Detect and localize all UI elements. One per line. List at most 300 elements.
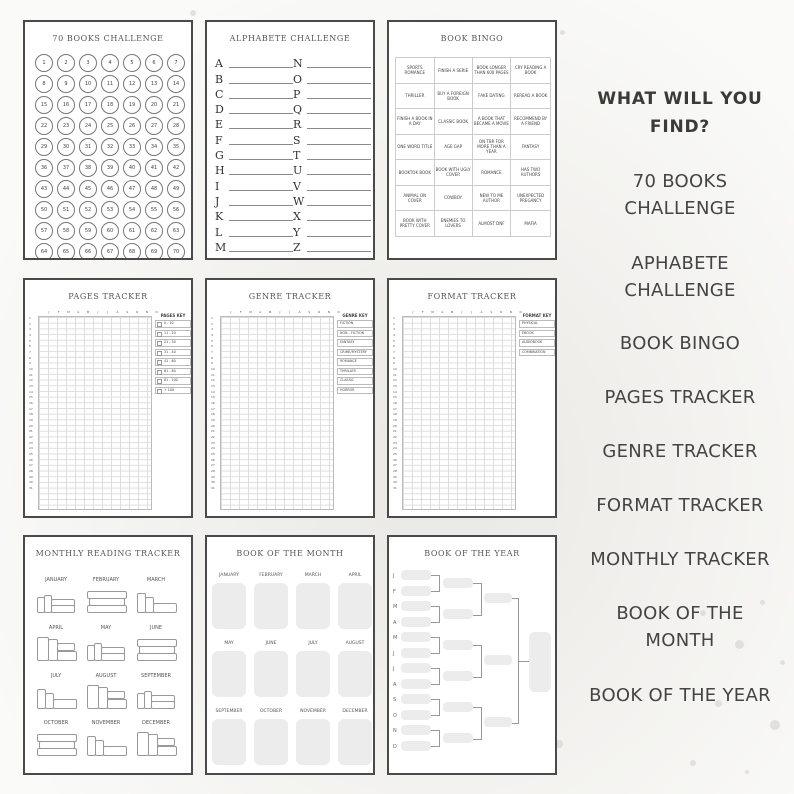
day-number: 21: [393, 429, 397, 434]
day-number: 14: [29, 389, 33, 394]
month-label: MARCH: [304, 573, 322, 578]
bingo-cell: THRILLER: [396, 83, 435, 109]
book-circle: 68: [123, 243, 141, 260]
alphabet-row: [215, 238, 293, 253]
book-circle: 60: [101, 222, 119, 240]
book-circle: 35: [167, 138, 185, 156]
bingo-row: [396, 83, 551, 109]
bingo-row: [396, 58, 551, 84]
bingo-row: [396, 211, 551, 237]
bracket-line: [473, 645, 482, 678]
bracket-slot: [443, 702, 473, 712]
month-label: OCTOBER: [259, 709, 283, 714]
day-number: 18: [29, 412, 33, 417]
alphabet-row: [293, 115, 371, 130]
book-box: [338, 583, 372, 629]
card-title: GENRE TRACKER: [248, 292, 332, 301]
bingo-cell: ENEMIES TO LOVERS: [434, 211, 472, 237]
book-circle: 2: [57, 54, 75, 72]
month-label: MAY: [100, 625, 112, 631]
key-item: CLASSIC: [337, 377, 373, 385]
tracker-grid: [220, 316, 334, 510]
alphabet-letter: K: [215, 210, 224, 224]
write-line: [229, 251, 293, 252]
month-letter: A: [393, 681, 397, 688]
side-feature-line: BOOK OF THE: [616, 603, 744, 624]
alphabet-letter: Y: [293, 225, 301, 239]
key-item: 31 - 40: [155, 349, 191, 357]
month-header: O: [317, 310, 321, 314]
month-header: A: [259, 310, 262, 314]
key-item: FANTASY: [337, 339, 373, 347]
bracket-slot: [401, 570, 431, 580]
alphabet-row: [215, 85, 293, 100]
pages-key: [155, 313, 191, 396]
bracket-slot: [401, 632, 431, 642]
alphabet-left-column: [215, 54, 293, 253]
book-circle: 29: [35, 138, 53, 156]
write-line: [307, 83, 371, 84]
alphabet-row: [293, 238, 371, 253]
book-circle: 34: [145, 138, 163, 156]
book-circle: 52: [79, 201, 97, 219]
book-circle: 53: [101, 201, 119, 219]
bingo-cell: ANIMAL ON COVER: [396, 185, 435, 211]
day-number: 20: [393, 423, 397, 428]
book-circle: 69: [145, 243, 163, 260]
book-shelf-icon: [137, 683, 175, 709]
side-feature-line: FORMAT TRACKER: [596, 495, 764, 516]
bingo-cell: MAFIA: [511, 211, 551, 237]
day-number: 31: [393, 486, 397, 491]
bingo-cell: ALMOST DNF: [472, 211, 511, 237]
side-heading-line: WHAT WILL YOU: [597, 89, 763, 109]
bingo-cell: BOOK LONGER THAN 600 PAGES: [472, 58, 511, 84]
book-box: [254, 719, 288, 765]
alphabet-row: [293, 222, 371, 237]
bingo-cell: HAS TWO AUTHORS: [511, 160, 551, 186]
month-header: S: [126, 310, 129, 314]
month-header: M: [249, 310, 252, 314]
book-circle: 56: [167, 201, 185, 219]
month-header: A: [77, 310, 80, 314]
day-number: 1: [211, 316, 213, 320]
book-circle: 18: [101, 96, 119, 114]
month-label: JULY: [50, 673, 62, 679]
day-number: 2: [211, 321, 213, 326]
side-feature-item: [580, 250, 780, 304]
book-circle: 51: [57, 201, 75, 219]
alphabet-row: [293, 69, 371, 84]
month-header: J: [279, 310, 281, 314]
book-circle: 27: [145, 117, 163, 135]
day-number: 12: [393, 378, 397, 383]
card-title: 70 BOOKS CHALLENGE: [52, 34, 164, 43]
bingo-cell: BOOK WITH UGLY COVER: [434, 160, 472, 186]
book-circle: 8: [35, 75, 53, 93]
write-line: [307, 205, 371, 206]
day-number: 10: [211, 367, 215, 372]
side-feature-line: MONTHLY TRACKER: [590, 549, 770, 570]
write-line: [229, 113, 293, 114]
write-line: [307, 113, 371, 114]
side-feature-line: APHABETE: [631, 253, 729, 274]
bingo-cell: A BOOK THAT BECAME A MOVIE: [472, 109, 511, 135]
book-box: [296, 719, 330, 765]
month-header: J: [412, 310, 414, 314]
day-number: 8: [29, 355, 31, 360]
day-number: 2: [29, 321, 31, 326]
book-circle: 25: [101, 117, 119, 135]
day-number: 27: [211, 463, 215, 468]
month-letter: M: [393, 635, 398, 641]
book-circle: 39: [101, 159, 119, 177]
alphabet-letter: E: [215, 118, 224, 132]
bingo-cell: CRY READING A BOOK: [511, 58, 551, 84]
book-circle: 46: [101, 180, 119, 198]
day-number: 26: [211, 457, 215, 462]
write-line: [229, 220, 293, 221]
key-item: ROMANCE: [337, 358, 373, 366]
alphabet-letter: J: [215, 194, 220, 208]
book-shelf-icon: [87, 730, 125, 756]
month-label: JANUARY: [219, 573, 239, 578]
day-numbers: [393, 316, 401, 492]
day-number: 25: [393, 452, 397, 457]
card-70-books-challenge: [23, 20, 193, 260]
month-header: O: [135, 310, 139, 314]
book-circle: 11: [101, 75, 119, 93]
bracket-slot: [401, 741, 431, 751]
card-book-of-the-month: [205, 535, 375, 775]
day-number: 11: [29, 372, 33, 377]
bracket-slot: [443, 640, 473, 650]
day-number: 19: [393, 418, 397, 423]
month-label: OCTOBER: [43, 720, 69, 726]
book-circle: 38: [79, 159, 97, 177]
month-letter: J: [393, 573, 395, 579]
day-number: 7: [29, 350, 31, 355]
book-shape: [87, 605, 127, 613]
bracket-slot: [401, 648, 431, 658]
month-header: F: [421, 310, 424, 314]
alphabet-row: [215, 69, 293, 84]
day-number: 21: [29, 429, 33, 434]
book-circle: 61: [123, 222, 141, 240]
genre-key: [337, 313, 373, 396]
bracket-line: [431, 606, 440, 623]
book-box: [338, 651, 372, 697]
month-label: JANUARY: [45, 577, 67, 583]
key-item: 0 - 10: [155, 320, 191, 328]
bingo-cell: CLASSIC BOOK: [434, 109, 472, 135]
alphabet-letter: R: [293, 118, 302, 132]
book-shelf-icon: [137, 587, 175, 613]
day-number: 7: [211, 350, 213, 355]
day-number: 11: [211, 372, 215, 377]
book-circle: 12: [123, 75, 141, 93]
month-header: A: [116, 310, 119, 314]
month-headers: [226, 310, 346, 314]
day-number: 22: [393, 435, 397, 440]
write-line: [229, 83, 293, 84]
book-shelf-icon: [87, 587, 125, 613]
day-number: 28: [393, 469, 397, 474]
side-feature-item: [580, 682, 780, 709]
month-letter: D: [393, 743, 397, 750]
day-number: 2: [393, 321, 395, 326]
day-number: 30: [29, 480, 33, 485]
side-feature-line: CHALLENGE: [624, 198, 736, 219]
book-circle: 26: [123, 117, 141, 135]
book-circle: 32: [101, 138, 119, 156]
day-number: 3: [393, 327, 395, 332]
book-circle: 66: [79, 243, 97, 260]
book-circle: 30: [57, 138, 75, 156]
day-number: 17: [393, 406, 397, 411]
side-feature-item: [580, 330, 780, 357]
card-title: FORMAT TRACKER: [427, 292, 517, 301]
alphabet-letter: N: [293, 57, 303, 71]
month-header: M: [268, 310, 272, 314]
day-number: 5: [29, 338, 31, 343]
day-number: 21: [211, 429, 215, 434]
month-label: JULY: [308, 641, 318, 646]
day-number: 31: [211, 486, 215, 491]
bracket-line: [431, 637, 440, 654]
book-shape: [107, 691, 125, 699]
day-number: 31: [29, 486, 33, 491]
card-monthly-reading-tracker: [23, 535, 193, 775]
month-header: J: [289, 310, 291, 314]
alphabet-letter: W: [293, 194, 305, 208]
alphabet-letter: O: [293, 72, 303, 86]
month-label: FEBRUARY: [259, 573, 283, 578]
month-header: J: [230, 310, 232, 314]
key-item: THRILLER: [337, 368, 373, 376]
book-circle: 36: [35, 159, 53, 177]
bracket-line: [473, 707, 482, 740]
month-header: A: [441, 310, 444, 314]
day-number: 3: [29, 327, 31, 332]
month-header: A: [298, 310, 301, 314]
card-title: BOOK BINGO: [440, 34, 504, 43]
month-header: J: [107, 310, 109, 314]
day-numbers: [211, 316, 219, 492]
book-circle: 6: [145, 54, 163, 72]
bingo-cell: FANTASY: [511, 134, 551, 160]
month-header: J: [48, 310, 50, 314]
alphabet-letter: F: [215, 133, 223, 147]
month-header: J: [471, 310, 473, 314]
bingo-cell: COWBOY: [434, 185, 472, 211]
day-number: 23: [393, 440, 397, 445]
month-header: A: [480, 310, 483, 314]
book-shape: [157, 738, 175, 746]
alphabet-row: [215, 130, 293, 145]
alphabet-letter: S: [293, 133, 301, 147]
month-label: DECEMBER: [342, 709, 368, 714]
bingo-cell: AGE GAP: [434, 134, 472, 160]
book-shape: [157, 746, 177, 756]
book-box: [254, 651, 288, 697]
side-feature-item: [580, 600, 780, 654]
format-key: [519, 313, 555, 358]
book-box: [212, 719, 246, 765]
book-circle: 17: [79, 96, 97, 114]
month-header: F: [57, 310, 60, 314]
book-circle: 13: [145, 75, 163, 93]
side-feature-line: GENRE TRACKER: [602, 441, 758, 462]
month-letter: S: [393, 697, 397, 703]
side-feature-item: [580, 438, 780, 465]
book-circle: 64: [35, 243, 53, 260]
book-circle: 43: [35, 180, 53, 198]
book-circle: 31: [79, 138, 97, 156]
side-feature-line: MONTH: [645, 630, 715, 651]
month-label: JUNE: [149, 625, 163, 631]
key-item: 61 - 80: [155, 368, 191, 376]
book-shape: [107, 699, 127, 709]
day-number: 16: [393, 401, 397, 406]
key-item: HORROR: [337, 387, 373, 395]
bingo-cell: ON TBR FOR MORE THAN A YEAR: [472, 134, 511, 160]
book-circle: 15: [35, 96, 53, 114]
alphabet-row: [215, 176, 293, 191]
day-number: 12: [211, 378, 215, 383]
book-circle: 7: [167, 54, 185, 72]
day-number: 24: [211, 446, 215, 451]
day-number: 24: [393, 446, 397, 451]
card-genre-tracker: [205, 278, 375, 518]
bingo-cell: RECOMMEND BY A FRIEND: [511, 109, 551, 135]
book-circle: 3: [79, 54, 97, 72]
book-circle: 54: [123, 201, 141, 219]
write-line: [307, 128, 371, 129]
month-header: J: [97, 310, 99, 314]
bracket-line: [431, 575, 440, 592]
month-letter: A: [393, 619, 397, 626]
bracket-line: [473, 583, 482, 616]
month-letter: O: [393, 712, 397, 719]
side-feature-line: 70 BOOKS: [632, 171, 728, 192]
alphabet-row: [293, 207, 371, 222]
book-circle: 45: [79, 180, 97, 198]
bingo-row: [396, 185, 551, 211]
day-number: 7: [393, 350, 395, 355]
book-circle: 67: [101, 243, 119, 260]
month-label: AUGUST: [95, 673, 117, 679]
month-label: JUNE: [265, 641, 277, 646]
bingo-row: [396, 109, 551, 135]
month-label: FEBRUARY: [92, 577, 120, 583]
book-circle: 33: [123, 138, 141, 156]
bingo-cell: FINISH A SERIE: [434, 58, 472, 84]
bingo-cell: BUY A FOREIGN BOOK: [434, 83, 472, 109]
day-number: 8: [393, 355, 395, 360]
write-line: [307, 144, 371, 145]
book-shelf-icon: [137, 730, 175, 756]
write-line: [229, 144, 293, 145]
book-circle: 22: [35, 117, 53, 135]
book-circle: 9: [57, 75, 75, 93]
alphabet-row: [293, 100, 371, 115]
month-label: MAY: [224, 641, 234, 646]
book-shelf-icon: [37, 635, 75, 661]
book-circle: 10: [79, 75, 97, 93]
day-number: 1: [29, 316, 31, 320]
alphabet-letter: M: [215, 240, 227, 254]
alphabet-row: [293, 54, 371, 69]
key-item: AUDIOBOOK: [519, 339, 555, 347]
key-item: CRIME/MYSTERY: [337, 349, 373, 357]
key-title: FORMAT KEY: [522, 313, 552, 318]
card-title: PAGES TRACKER: [68, 292, 148, 301]
day-number: 23: [211, 440, 215, 445]
write-line: [229, 205, 293, 206]
write-line: [307, 236, 371, 237]
book-box: [212, 651, 246, 697]
month-label: APRIL: [48, 625, 64, 631]
day-number: 11: [393, 372, 397, 377]
book-shelf-icon: [37, 730, 75, 756]
book-shape: [137, 653, 177, 661]
final-slot: [529, 632, 551, 692]
bracket-slot: [401, 586, 431, 596]
month-letter: N: [393, 728, 397, 734]
write-line: [307, 220, 371, 221]
side-feature-item: [580, 384, 780, 411]
book-circle: 57: [35, 222, 53, 240]
card-title: BOOK OF THE MONTH: [236, 549, 344, 558]
day-number: 25: [29, 452, 33, 457]
bracket-slot: [443, 609, 473, 619]
write-line: [307, 174, 371, 175]
month-header: F: [239, 310, 242, 314]
alphabet-letter: U: [293, 164, 303, 178]
day-number: 5: [211, 338, 213, 343]
write-line: [307, 98, 371, 99]
day-number: 17: [29, 406, 33, 411]
bracket-slot: [484, 593, 512, 603]
day-number: 13: [29, 384, 33, 389]
card-title: BOOK OF THE YEAR: [424, 549, 520, 558]
tracker-grid: [402, 316, 516, 510]
day-number: 9: [29, 361, 31, 366]
month-label: NOVEMBER: [91, 720, 121, 726]
month-letter: M: [393, 604, 398, 610]
month-label: NOVEMBER: [300, 709, 326, 714]
key-item: 11 - 20: [155, 330, 191, 338]
day-numbers: [29, 316, 37, 492]
alphabet-row: [293, 161, 371, 176]
card-book-bingo: [387, 20, 557, 260]
alphabet-letter: V: [293, 179, 301, 193]
day-number: 14: [211, 389, 215, 394]
alphabet-letter: D: [215, 103, 224, 117]
tracker-grid: [38, 316, 152, 510]
alphabet-letter: I: [215, 179, 220, 193]
book-shelf-icon: [137, 635, 175, 661]
alphabet-row: [215, 54, 293, 69]
book-shelf-icon: [37, 587, 75, 613]
day-number: 14: [393, 389, 397, 394]
day-number: 9: [211, 361, 213, 366]
bingo-cell: FINISH A BOOK IN A DAY: [396, 109, 435, 135]
bingo-cell: NEW TO ME AUTHOR: [472, 185, 511, 211]
month-letter: J: [393, 666, 395, 672]
bingo-cell: BOOKTOK BOOK: [396, 160, 435, 186]
